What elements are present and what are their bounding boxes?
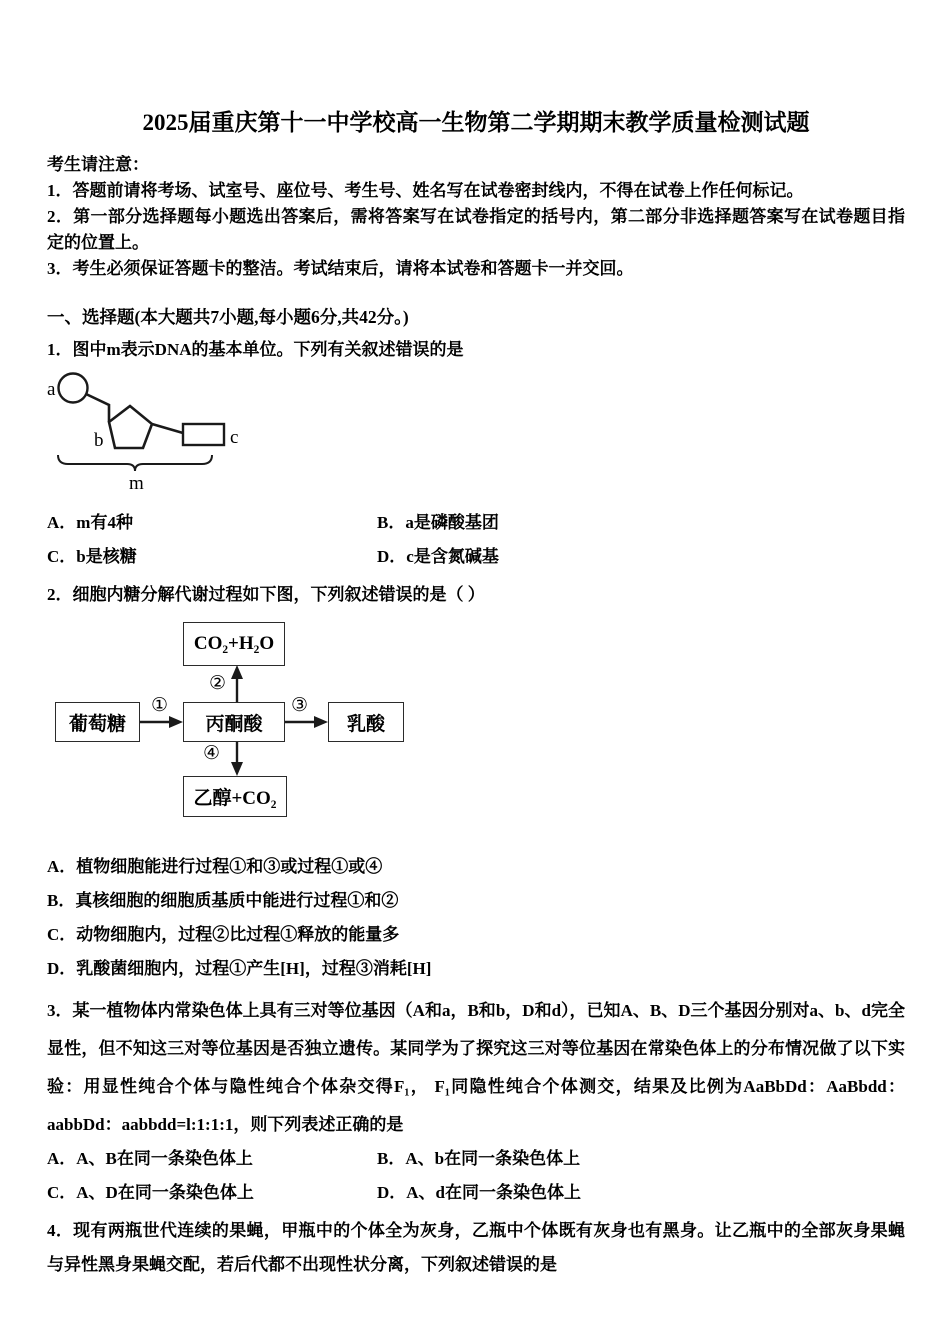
figure-label-m: m bbox=[129, 473, 144, 494]
glucose-metabolism-figure bbox=[55, 622, 475, 822]
notice-item: 2．第一部分选择题每小题选出答案后，需将答案写在试卷指定的括号内，第二部分非选择题答案写在试卷题目指定的位置上。 bbox=[47, 207, 905, 252]
notice-item: 3．考生必须保证答题卡的整洁。考试结束后，请将本试卷和答题卡一并交回。 bbox=[47, 259, 634, 278]
q2-option-d: D．乳酸菌细胞内，过程①产生[H]，过程③消耗[H] bbox=[47, 959, 432, 978]
candidate-notice bbox=[47, 152, 905, 282]
arrowhead-right-1 bbox=[169, 716, 183, 728]
notice-item: 1．答题前请将考场、试室号、座位号、考生号、姓名写在试卷密封线内，不得在试卷上作任何标记。 bbox=[47, 181, 804, 200]
sugar-pentagon-shape bbox=[109, 406, 152, 448]
arrowhead-up bbox=[231, 665, 243, 679]
q3-option-a: A．A、B在同一条染色体上 bbox=[47, 1149, 253, 1168]
page-title: 2025届重庆第十一中学校高一生物第二学期期末教学质量检测试题 bbox=[142, 110, 810, 135]
question-1-stem: 1．图中m表示DNA的基本单位。下列有关叙述错误的是 bbox=[47, 340, 464, 359]
ethanol-co2-box: 乙醇+CO₂ bbox=[183, 776, 287, 817]
q2-option-a: A．植物细胞能进行过程①和③或过程①或④ bbox=[47, 857, 383, 876]
step-3-label: ③ bbox=[291, 695, 309, 716]
question-4-stem: 4．现有两瓶世代连续的果蝇，甲瓶中的个体全为灰身，乙瓶中个体既有灰身也有黑身。让乙瓶中的全部灰身果蝇与异性黑身果蝇交配，若后代都不出现性状分离，下列叙述错误的是 bbox=[47, 1221, 905, 1274]
section-1-heading: 一、选择题(本大题共7小题,每小题6分,共42分。) bbox=[47, 307, 409, 327]
figure-label-b: b bbox=[94, 430, 104, 451]
q3-option-b: B．A、b在同一条染色体上 bbox=[377, 1149, 581, 1168]
q1-option-c: C．b是核糖 bbox=[47, 547, 137, 566]
q2-option-b: B．真核细胞的细胞质基质中能进行过程①和② bbox=[47, 891, 399, 910]
figure-label-a: a bbox=[47, 379, 56, 400]
q2-option-c: C．动物细胞内，过程②比过程①释放的能量多 bbox=[47, 925, 400, 944]
bond-line-a-b bbox=[86, 394, 109, 422]
phosphate-circle-shape bbox=[59, 374, 88, 403]
base-rectangle-shape bbox=[183, 424, 224, 445]
co2-h2o-box: CO₂+H₂O bbox=[183, 622, 285, 666]
question-3-options bbox=[47, 1150, 905, 1202]
arrowhead-down bbox=[231, 762, 243, 776]
arrowhead-right-2 bbox=[314, 716, 328, 728]
step-2-label: ② bbox=[209, 673, 227, 694]
brace-m-shape bbox=[58, 455, 212, 471]
step-4-label: ④ bbox=[203, 743, 221, 764]
question-2-stem: 2．细胞内糖分解代谢过程如下图，下列叙述错误的是（ ） bbox=[47, 585, 485, 604]
q1-option-d: D．c是含氮碱基 bbox=[377, 547, 499, 566]
q3-option-d: D．A、d在同一条染色体上 bbox=[377, 1183, 582, 1202]
notice-heading: 考生请注意： bbox=[47, 155, 149, 174]
step-1-label: ① bbox=[151, 695, 169, 716]
q1-option-a: A．m有4种 bbox=[47, 513, 133, 532]
glucose-box: 葡萄糖 bbox=[55, 702, 140, 742]
lactate-box: 乳酸 bbox=[328, 702, 404, 742]
pyruvate-box: 丙酮酸 bbox=[183, 702, 285, 742]
bond-line-b-c bbox=[152, 424, 183, 433]
question-1-options bbox=[47, 514, 905, 566]
figure-label-c: c bbox=[230, 427, 239, 448]
dna-nucleotide-figure bbox=[41, 371, 276, 495]
question-2-options bbox=[47, 858, 905, 978]
q1-option-b: B．a是磷酸基团 bbox=[377, 513, 499, 532]
question-3-stem: 3．某一植物体内常染色体上具有三对等位基因（A和a，B和b，D和d），已知A、B、D三个基因分别对a、b、d完全显性，但不知这三对等位基因是否独立遗传。某同学为了探究这三对等位基因在常染色体上的分布情况做了以下实验：用显性纯合个体与隐性纯合个体杂交得F₁， F₁同隐性纯合个体测交，结果及比例为AaBbDd：AaBbdd：aabbDd：aabbdd=l:1:1:1，则下列表述正确的是 bbox=[47, 1001, 905, 1134]
q3-option-c: C．A、D在同一条染色体上 bbox=[47, 1183, 254, 1202]
